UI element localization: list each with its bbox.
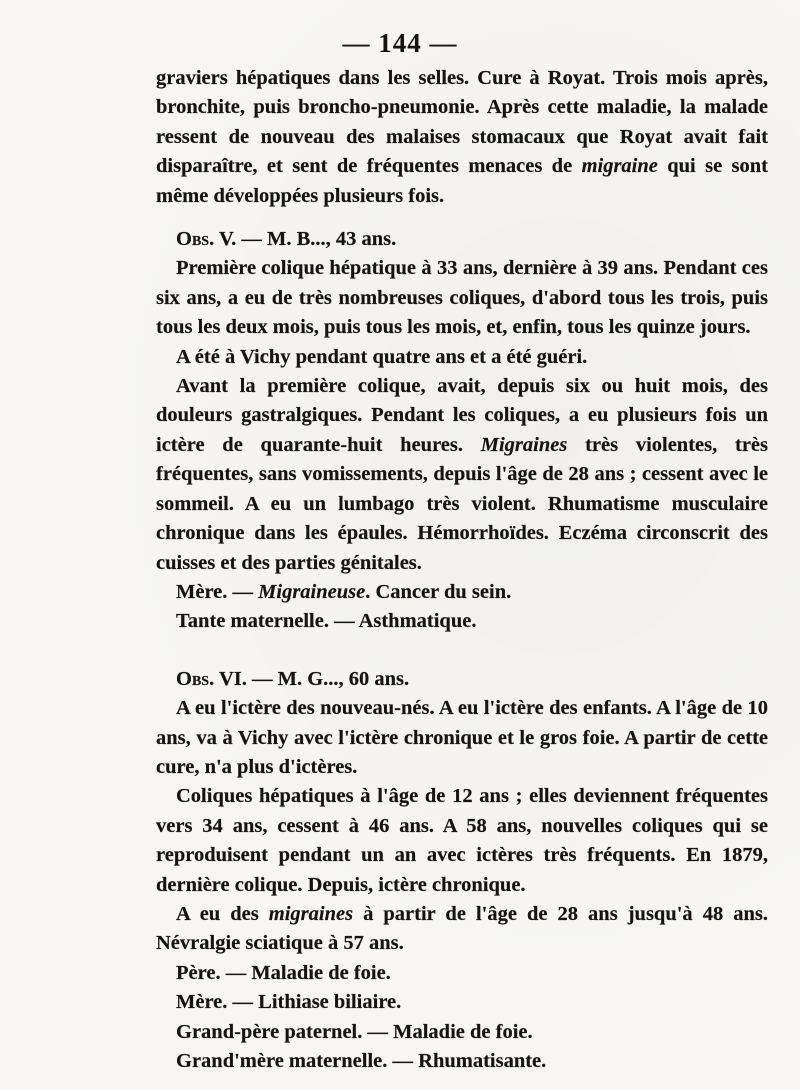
obs-v-mother [156,578,768,607]
obs-v-p3-text-a: Avant la première colique, avait, depuis six ou huit mois, des douleurs gastralgiques. Pendant les coliques, a eu plusieurs fois un ictère de quarante-huit heures. [156,375,768,456]
continuation-text-2: qui se sont même développées plusieurs fois. [156,155,769,207]
page-number: — 144 — [342,28,458,58]
continuation-italic: migraine [581,155,658,178]
obs-v-heading-rest: — M. B..., 43 ans. [236,228,397,251]
obs-vi-p3-text-b: à partir de l'âge de 28 ans jusqu'à 48 ans. Névralgie sciatique à 57 ans. [156,902,768,955]
obs-v-aunt: Tante maternelle. — Asthmatique. [176,610,477,633]
obs-v-paragraph-3 [156,372,768,578]
obs-vi-grandmother: Grand'mère maternelle. — Rhumatisante. [176,1050,547,1072]
obs-v-label: Obs. V. [176,228,237,251]
obs-v-mother-b: . Cancer du sein. [365,580,512,603]
obs-v-paragraph-1: Première colique hépatique à 33 ans, dernière à 39 ans. Pendant ces six ans, a eu de très nombreuses coliques, d'abord tous les trois, puis tous les deux mois, puis tous les mois, et, enfin, tous les quinze jours. [156,257,768,339]
body-text [156,64,768,1076]
obs-vi-label: Obs. VI. [176,667,247,690]
obs-v-heading [156,225,768,254]
obs-vi-heading-rest: — M. G..., 60 ans. [246,667,410,690]
obs-v-p3-italic: Migraines [480,433,568,456]
spacer [156,637,768,665]
obs-v-p3-text-b: très violentes, très fréquentes, sans vomissements, depuis l'âge de 28 ans ; cessent avec le sommeil. A eu un lumbago très violent. Rhumatisme musculaire chronique dans les épaules. Hémorrhoïdes. Eczéma circonscrit des cuisses et des parties génitales. [156,433,768,574]
obs-vi-paragraph-1: A eu l'ictère des nouveau-nés. A eu l'ictère des enfants. A l'âge de 10 ans, va à Vichy avec l'ictère chronique et le gros foie. A partir de cette cure, n'a plus d'ictères. [156,697,768,778]
continuation-text-1: graviers hépatiques dans les selles. Cure à Royat. Trois mois après, bronchite, puis broncho-pneumonie. Après cette maladie, la malade ressent de nouveau des malaises stomacaux que Royat avait fait disparaître, et sent de fréquentes menaces de [156,67,768,178]
obs-v-mother-a: Mère. — [176,580,259,603]
obs-v-mother-italic: Migraineuse [258,580,366,603]
obs-vi-paragraph-3 [156,900,768,959]
continuation-paragraph [156,64,768,211]
obs-v-paragraph-2: A été à Vichy pendant quatre ans et a été guéri. [176,345,588,368]
obs-vi-p3-text-a: A eu des [176,902,269,925]
obs-vi-father: Père. — Maladie de foie. [176,961,391,984]
obs-vi-p3-italic: migraines [268,902,354,925]
obs-vi-paragraph-2: Coliques hépatiques à l'âge de 12 ans ; elles deviennent fréquentes vers 34 ans, cessent à 46 ans. A 58 ans, nouvelles coliques qui se reproduisent pendant un an avec ictères très fréquents. En 1879, dernière colique. Depuis, ictère chronique. [156,785,768,896]
obs-vi-mother: Mère. — Lithiase biliaire. [176,991,402,1014]
spacer [156,211,768,225]
obs-vi-heading [156,665,768,694]
obs-vi-grandfather: Grand-père paternel. — Maladie de foie. [176,1020,533,1043]
